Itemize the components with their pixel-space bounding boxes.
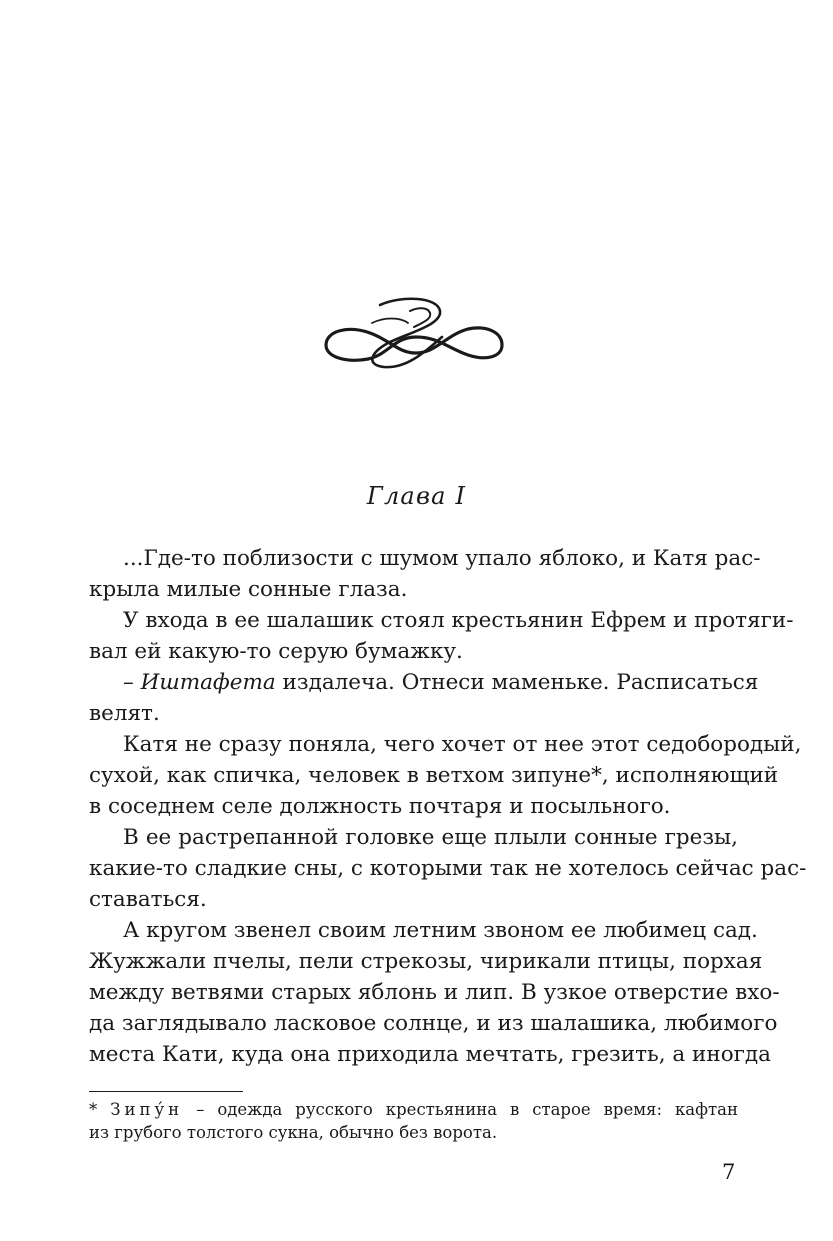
text-line: велят. [89, 701, 160, 726]
text-line: ...Где-то поблизости с шумом упало яблоко, и Катя рас- [123, 546, 761, 571]
text-line: места Кати, куда она приходила мечтать, грезить, а иногда [89, 1042, 771, 1067]
page-number: 7 [722, 1160, 736, 1184]
paragraph [89, 822, 807, 915]
text-line: какие-то сладкие сны, с которыми так не хотелось сейчас рас- [89, 856, 807, 881]
footnote-line: из грубого толстого сукна, обычно без ворота. [89, 1123, 498, 1142]
text-line: Катя не сразу поняла, чего хочет от нее этот седобородый, [123, 732, 802, 757]
text-line: между ветвями старых яблонь и лип. В узкое отверстие вхо- [89, 980, 780, 1005]
text-line: крыла милые сонные глаза. [89, 577, 408, 602]
footnote-divider [89, 1091, 243, 1092]
footnote-term: Зипу́н [110, 1100, 184, 1119]
text-line: сухой, как спичка, человек в ветхом зипуне*, исполняющий [89, 763, 779, 788]
dialogue-text: издалеча. Отнеси маменьке. Расписаться [275, 670, 759, 695]
text-line: да заглядывало ласковое солнце, и из шалашика, любимого [89, 1011, 778, 1036]
paragraph [89, 915, 780, 1070]
text-line: в соседнем селе должность почтаря и посыльного. [89, 794, 671, 819]
paragraph [89, 729, 802, 822]
body-text [89, 543, 807, 1070]
text-line: вал ей какую-то серую бумажку. [89, 639, 463, 664]
text-line [89, 667, 759, 698]
footnote [89, 1098, 738, 1144]
text-line: В ее растрепанной головке еще плыли сонные грезы, [123, 825, 738, 850]
flourish-ornament-icon [318, 293, 508, 373]
text-line: ставаться. [89, 887, 207, 912]
paragraph [89, 667, 759, 729]
footnote-marker: * [89, 1100, 111, 1119]
chapter-title: Глава I [366, 482, 467, 510]
footnote-line [89, 1098, 738, 1121]
italic-word: Иштафета [140, 670, 276, 695]
paragraph [89, 605, 794, 667]
text-line: А кругом звенел своим летним звоном ее любимец сад. [123, 918, 758, 943]
text-line: Жужжали пчелы, пели стрекозы, чирикали птицы, порхая [89, 949, 763, 974]
footnote-definition: – одежда русского крестьянина в старое время: кафтан [183, 1100, 738, 1119]
text-line: У входа в ее шалашик стоял крестьянин Ефрем и протяги- [123, 608, 794, 633]
dialogue-dash: – [123, 670, 141, 695]
paragraph [89, 543, 761, 605]
